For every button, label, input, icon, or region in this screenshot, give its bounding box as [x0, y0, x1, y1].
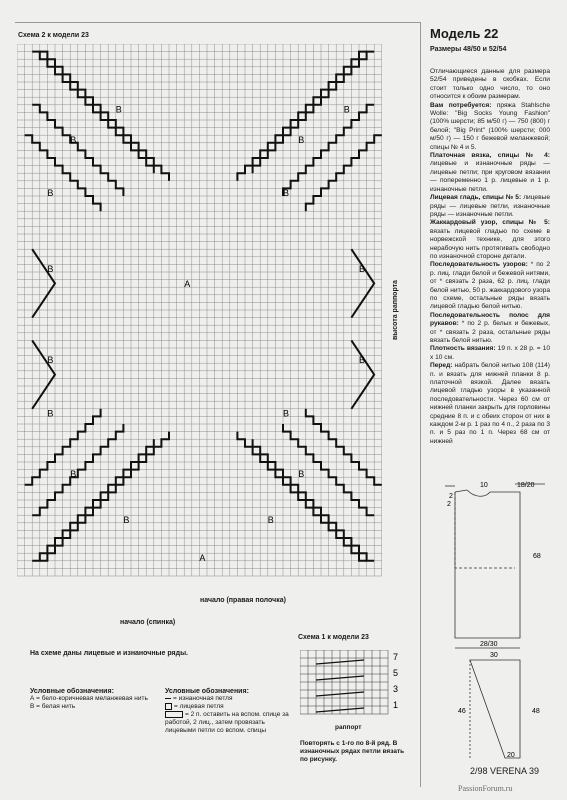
chart-note: На схеме даны лицевые и изнаночные ряды. [30, 650, 189, 657]
chart2-letter: В [47, 355, 54, 366]
page-footer: 2/98 VERENA 39 [470, 766, 540, 776]
legend-left-line: А = бело-коричневая меланжевая нить [30, 695, 148, 702]
chart2-letter: В [123, 514, 130, 525]
chart2-letter: В [283, 408, 290, 419]
motif-side [351, 340, 374, 408]
chart2-motif [25, 52, 382, 561]
pattern-label-top-10: 10 [480, 482, 488, 489]
motif-stair [237, 432, 366, 561]
pattern-label-30: 30 [490, 652, 498, 659]
motif-stair [237, 52, 366, 181]
intro-paragraph: Отличающиеся данные для размера 52/54 приведены в скобках. Если стоит только одно число, то оно относится к обоим размерам. [430, 68, 550, 101]
chart2-letter: В [47, 188, 54, 198]
legend-right-line: = изнаночная петля [165, 695, 295, 703]
legend-right-title: Условные обозначения: [165, 688, 249, 695]
pattern-label-48: 48 [532, 708, 540, 715]
pattern-label-28-30: 28/30 [480, 641, 498, 648]
front-paragraph: Перед: набрать белой нитью 108 (114) п. и вязать для нижней планки 8 р. платочной вязкой. Далее вязать лицевой гладью узоры в указанной последовательности. Через 60 см от нижней планки закрыть для горловины средние 8 п. и с обеих сторон от них в каждом 2-м р. 1 раз по 4 п., 2 раза по 3 п. и 5 раз по 1 п. Через 68 см от нижней [430, 362, 550, 445]
chart2-grid [17, 44, 382, 576]
chart2-letter: В [47, 408, 54, 419]
knitting-chart-1 [300, 650, 410, 720]
motif-stair [40, 52, 169, 181]
chart2-letter: В [115, 104, 122, 115]
chart1-row-3: 3 [393, 684, 399, 694]
legend-right-line: = лицевая петля [165, 703, 295, 711]
pattern-label-68: 68 [533, 553, 541, 560]
chart1-title: Схема 1 к модели 23 [298, 634, 369, 641]
materials-paragraph: Вам потребуется: пряжа Stahlsche Wolle: "Big Socks Young Fashion" (100% шерсти; 85 м/50 г) — 750 (800) г белой; "Big Print" (100% шерсти; 000 м/50 г) — 150 г бежевой меланжевой; спицы № 4 и 5. [430, 101, 550, 151]
chart2-letter: В [343, 104, 350, 115]
column-divider [420, 22, 421, 787]
jacquard-paragraph: Жаккардовый узор, спицы № 5: вязать лицевой гладью по схеме в норвежской технике, для этого нерабочую нить протягивать свободно по изнаночной стороне детали. [430, 219, 550, 260]
chart2-letter: В [298, 134, 305, 145]
chart1-grid [300, 650, 388, 714]
motif-side [32, 340, 55, 408]
pattern-label-top-18: 18/20 [517, 482, 535, 489]
legend-left-title: Условные обозначения: [30, 688, 114, 695]
watermark: PassionForum.ru [458, 784, 513, 793]
sleeves-paragraph: Последовательность полос для рукавов: * по 2 р. белых и бежевых, от * связать 2 раза, остальные ряды вязать белой нитью. [430, 311, 550, 344]
pattern-label-46: 46 [458, 708, 466, 715]
legend-left-line: В = белая нить [30, 703, 76, 710]
rapport-height-label: высота раппорта [392, 280, 399, 340]
motif-side [351, 249, 374, 317]
chart2-letter: В [47, 264, 54, 274]
chart2-letter: В [298, 469, 305, 480]
chart2-title: Схема 2 к модели 23 [18, 32, 89, 39]
chart2-letter: В [70, 469, 77, 480]
chart1-repeat-note: Повторять с 1-го по 8-й ряд. В изнаночных рядах петли вязать по рисунку. [300, 740, 405, 763]
pattern-label-left-2: 2 [447, 501, 451, 508]
model-title: Модель 22 [430, 26, 499, 41]
pattern-label-top-2: 2 [449, 493, 453, 500]
chart2-letter: В [359, 355, 366, 366]
chart1-row-5: 5 [393, 668, 399, 678]
top-rule [15, 22, 420, 23]
legend-right-line: = 2 п. оставить на вспом. спице за работой, 2 лиц., затем провязать лицевыми петли со вспом. спицы [165, 711, 289, 735]
chart2-letter: А [184, 279, 191, 290]
start-right-front-label: начало (правая полочка) [200, 597, 286, 604]
knitting-chart-2 [17, 44, 382, 579]
pattern-label-20: 20 [507, 752, 515, 759]
model-sizes: Размеры 48/50 и 52/54 [430, 46, 507, 53]
chart2-letter: В [70, 134, 77, 145]
chart1-rapport-label: раппорт [335, 724, 362, 731]
chart1-row-7: 7 [393, 652, 399, 662]
motif-side [32, 249, 55, 317]
chart1-row-1: 1 [393, 700, 399, 710]
chart2-letter: В [359, 264, 366, 274]
start-back-label: начало (спинка) [120, 619, 176, 626]
instructions-text [430, 68, 550, 446]
chart2-letter: В [283, 188, 290, 198]
legend-left [30, 688, 150, 711]
legend-right [165, 688, 295, 735]
chart2-letter: А [199, 552, 206, 563]
garment-pattern-diagram [425, 478, 555, 763]
motif-stair [40, 432, 169, 561]
chart2-letter: В [267, 514, 274, 525]
garter-paragraph: Платочная вязка, спицы № 4: лицевые и изнаночные ряды — лицевые петли; при круговом вязании — попеременно 1 р. лицевые и 1 р. изнаночные петли. [430, 152, 550, 193]
sequence-paragraph: Последовательность узоров: * по 2 р. лиц. глади белой и бежевой нитями, от * связать 2 раза, 62 р. лиц. глади белой нитью, 50 р. жаккардового узора по схеме, остальные ряды вязать лицевой гладью белой нитью. [430, 261, 550, 311]
stockinette-paragraph: Лицевая гладь, спицы № 5: лицевые ряды — лицевые петли, изнаночные ряды — изнаночные петли. [430, 194, 550, 218]
density-paragraph: Плотность вязания: 19 п. х 28 р. = 10 х 10 см. [430, 345, 550, 361]
